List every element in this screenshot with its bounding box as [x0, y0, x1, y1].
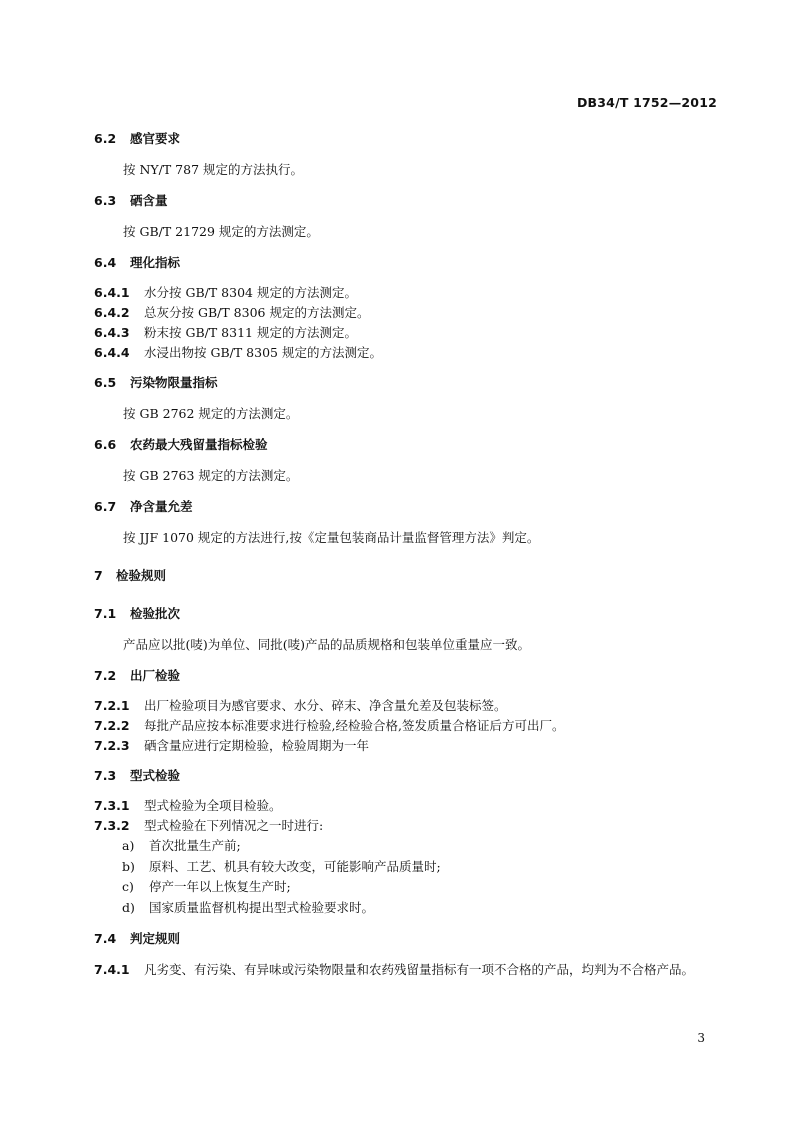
section-7-1-body: 产品应以批(唛)为单位、同批(唛)产品的品质规格和包装单位重量应一致。 [123, 637, 531, 652]
clause-number: 7.2.1 [94, 698, 130, 713]
section-6-7-body: 按 JJF 1070 规定的方法进行,按《定量包装商品计量监督管理方法》判定。 [123, 530, 540, 545]
clause-number: 6.4.4 [94, 345, 130, 360]
clause-text: 水分按 GB/T 8304 规定的方法测定。 [144, 285, 357, 300]
section-number: 6.3 [94, 193, 117, 208]
clause-text: 每批产品应按本标准要求进行检验,经检验合格,签发质量合格证后方可出厂。 [144, 718, 565, 733]
clause-number: 7.2.3 [94, 738, 130, 753]
section-title: 出厂检验 [130, 668, 181, 683]
clause-number: 6.4.1 [94, 285, 130, 300]
clause-text: 凡劣变、有污染、有异味或污染物限量和农药残留量指标有一项不合格的产品，均判为不合格产品。 [144, 961, 695, 977]
chapter-number: 7 [94, 568, 103, 583]
list-item-a [94, 836, 720, 857]
section-7-1-heading [94, 603, 720, 625]
clause-number: 6.4.3 [94, 325, 130, 340]
section-number: 7.3 [94, 768, 117, 783]
clause-7-3-1 [94, 796, 720, 816]
section-number: 7.4 [94, 930, 117, 946]
list-marker: c) [122, 879, 134, 895]
section-title: 净含量允差 [130, 499, 193, 514]
clause-6-4-1 [94, 283, 720, 303]
section-number: 7.2 [94, 668, 117, 683]
list-text: 停产一年以上恢复生产时; [149, 879, 291, 895]
clause-number: 7.4.1 [94, 961, 130, 977]
clause-text: 总灰分按 GB/T 8306 规定的方法测定。 [144, 305, 370, 320]
chapter-7-heading [94, 565, 720, 587]
clause-7-3-2 [94, 816, 720, 836]
section-title: 判定规则 [130, 930, 181, 946]
section-title: 农药最大残留量指标检验 [130, 437, 268, 452]
clause-6-4-2 [94, 303, 720, 323]
clause-6-4-4 [94, 343, 720, 363]
section-6-3-heading [94, 190, 720, 212]
section-title: 污染物限量指标 [130, 375, 218, 390]
section-number: 6.6 [94, 437, 117, 452]
section-7-3-heading [94, 765, 720, 787]
page-number: 3 [697, 1031, 705, 1045]
clause-7-2-2 [94, 716, 720, 736]
section-title: 型式检验 [130, 768, 181, 783]
section-6-2-body: 按 NY/T 787 规定的方法执行。 [123, 162, 304, 177]
list-text: 首次批量生产前; [149, 838, 241, 853]
section-title: 理化指标 [130, 255, 181, 270]
section-title: 硒含量 [130, 193, 168, 208]
clause-6-4-3 [94, 323, 720, 343]
clause-7-2-3 [94, 736, 720, 756]
section-number: 6.2 [94, 131, 117, 146]
list-marker: b) [122, 858, 135, 874]
document-body [94, 128, 720, 981]
section-6-2-heading [94, 128, 720, 150]
section-6-6-body: 按 GB 2763 规定的方法测定。 [123, 468, 299, 483]
clause-number: 7.3.1 [94, 798, 130, 813]
clause-number: 7.3.2 [94, 818, 130, 833]
section-number: 6.5 [94, 375, 117, 390]
section-6-6-heading [94, 434, 720, 456]
list-item-c [94, 877, 720, 898]
section-number: 7.1 [94, 606, 117, 621]
section-6-7-heading [94, 496, 720, 518]
list-marker: a) [122, 838, 135, 853]
section-number: 6.4 [94, 255, 117, 270]
clause-text: 型式检验在下列情况之一时进行: [144, 818, 324, 833]
clause-text: 出厂检验项目为感官要求、水分、碎末、净含量允差及包装标签。 [144, 698, 507, 713]
list-item-b [94, 857, 720, 878]
section-6-4-heading [94, 252, 720, 274]
clause-text: 型式检验为全项目检验。 [144, 798, 282, 813]
clause-text: 水浸出物按 GB/T 8305 规定的方法测定。 [144, 345, 382, 360]
section-7-4-heading [94, 928, 720, 950]
clause-7-4-1 [94, 959, 720, 981]
section-6-5-body: 按 GB 2762 规定的方法测定。 [123, 406, 299, 421]
list-marker: d) [122, 900, 135, 916]
section-title: 感官要求 [130, 131, 181, 146]
clause-number: 7.2.2 [94, 718, 130, 733]
list-item-d [94, 898, 720, 919]
document-code: DB34/T 1752—2012 [576, 95, 717, 110]
clause-text: 粉末按 GB/T 8311 规定的方法测定。 [144, 325, 357, 340]
section-6-3-body: 按 GB/T 21729 规定的方法测定。 [123, 224, 319, 239]
section-title: 检验批次 [130, 606, 181, 621]
chapter-title: 检验规则 [116, 568, 167, 583]
section-7-2-heading [94, 665, 720, 687]
section-6-5-heading [94, 372, 720, 394]
clause-7-2-1 [94, 696, 720, 716]
section-number: 6.7 [94, 499, 117, 514]
clause-number: 6.4.2 [94, 305, 130, 320]
list-text: 原料、工艺、机具有较大改变，可能影响产品质量时; [149, 858, 441, 874]
clause-text: 硒含量应进行定期检验，检验周期为一年 [144, 738, 370, 753]
list-text: 国家质量监督机构提出型式检验要求时。 [149, 900, 375, 916]
